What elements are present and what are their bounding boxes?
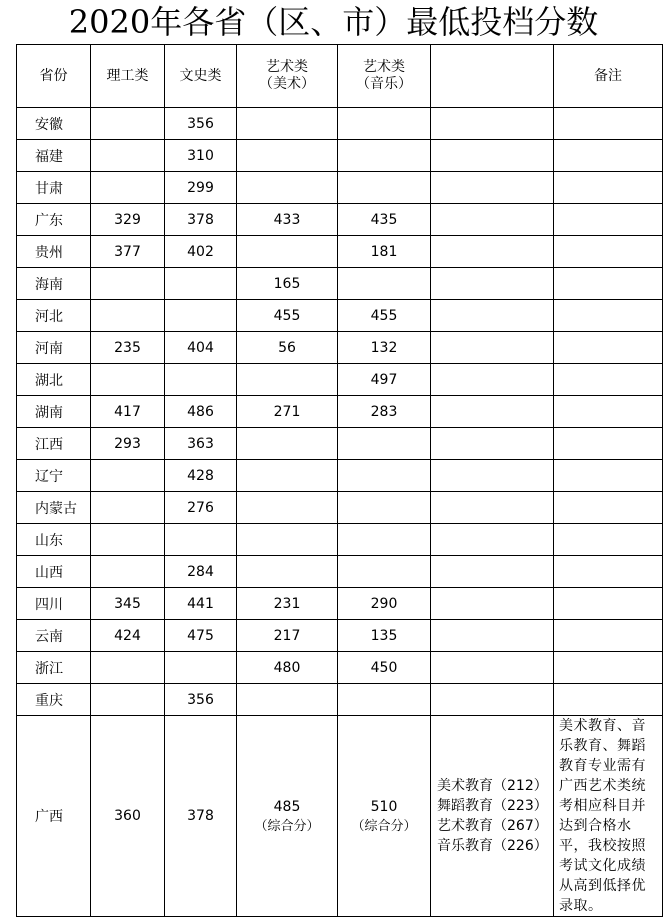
cell-liberal: 310: [165, 140, 237, 172]
header-province: 省份: [17, 45, 91, 108]
cell-science: [91, 524, 165, 556]
remark-line: 达到合格水: [559, 818, 632, 834]
remark-line: 考试文化成绩: [559, 858, 646, 874]
cell-science: [91, 652, 165, 684]
cell-extra-notes: [431, 716, 554, 917]
cell-province: 辽宁: [17, 460, 91, 492]
cell-liberal: 299: [165, 172, 237, 204]
cell-science: [91, 268, 165, 300]
table-row: [17, 396, 663, 428]
cell-remark: [554, 236, 663, 268]
cell-remark: [554, 620, 663, 652]
cell-extra: [431, 140, 554, 172]
table-row: [17, 492, 663, 524]
cell-province: 甘肃: [17, 172, 91, 204]
cell-science: 377: [91, 236, 165, 268]
remark-line: 平，我校按照: [559, 838, 646, 854]
table-row: [17, 268, 663, 300]
cell-art-music: [338, 268, 431, 300]
cell-art-fine: [237, 364, 338, 396]
cell-art-fine: [237, 716, 338, 917]
cell-science: 417: [91, 396, 165, 428]
cell-province: 广东: [17, 204, 91, 236]
remark-line: 美术教育、音: [559, 718, 646, 734]
cell-liberal: 284: [165, 556, 237, 588]
table-row: [17, 428, 663, 460]
cell-remark: [554, 556, 663, 588]
cell-remark: [554, 108, 663, 140]
cell-art-fine: 433: [237, 204, 338, 236]
cell-science: 360: [91, 716, 165, 917]
cell-remark: [554, 588, 663, 620]
header-art-fine: 艺术类（美术）: [237, 45, 338, 108]
cell-science: [91, 460, 165, 492]
cell-art-fine: 165: [237, 268, 338, 300]
table-row-guangxi: [17, 716, 663, 917]
cell-province: 河北: [17, 300, 91, 332]
cell-province: 安徽: [17, 108, 91, 140]
cell-remark: [554, 204, 663, 236]
table-row: [17, 524, 663, 556]
cell-art-fine: [237, 556, 338, 588]
table-row: [17, 684, 663, 716]
cell-art-music: 290: [338, 588, 431, 620]
cell-extra: [431, 396, 554, 428]
cell-art-music: 435: [338, 204, 431, 236]
cell-province: 福建: [17, 140, 91, 172]
cell-extra: [431, 268, 554, 300]
cell-extra: [431, 652, 554, 684]
cell-extra: [431, 492, 554, 524]
table-row: [17, 236, 663, 268]
cell-art-fine: [237, 428, 338, 460]
cell-science: [91, 492, 165, 524]
cell-science: [91, 364, 165, 396]
cell-remark: [554, 268, 663, 300]
cell-province: 四川: [17, 588, 91, 620]
header-liberal: 文史类: [165, 45, 237, 108]
cell-extra: [431, 332, 554, 364]
cell-province: 江西: [17, 428, 91, 460]
cell-remark: [554, 332, 663, 364]
cell-art-music: [338, 108, 431, 140]
page-title: 2020年各省（区、市）最低投档分数: [68, 3, 599, 41]
cell-art-fine: [237, 492, 338, 524]
art-fine-score: 485: [273, 798, 301, 815]
remark-line: 考相应科目并: [559, 798, 646, 814]
table-row: [17, 172, 663, 204]
cell-science: 293: [91, 428, 165, 460]
cell-remark: [554, 716, 663, 917]
cell-science: [91, 108, 165, 140]
cell-science: [91, 684, 165, 716]
cell-province: 贵州: [17, 236, 91, 268]
cell-art-fine: 217: [237, 620, 338, 652]
extra-note-line: 美术教育（212）: [437, 778, 548, 794]
table-row: [17, 140, 663, 172]
cell-province: 内蒙古: [17, 492, 91, 524]
cell-art-fine: 231: [237, 588, 338, 620]
score-table: [16, 44, 663, 917]
table-row: [17, 652, 663, 684]
table-row: [17, 460, 663, 492]
cell-science: [91, 140, 165, 172]
cell-liberal: 428: [165, 460, 237, 492]
table-row: [17, 588, 663, 620]
remark-line: 教育专业需有: [559, 758, 646, 774]
cell-remark: [554, 460, 663, 492]
cell-remark: [554, 364, 663, 396]
cell-art-fine: [237, 140, 338, 172]
cell-extra: [431, 684, 554, 716]
cell-extra: [431, 236, 554, 268]
cell-science: 235: [91, 332, 165, 364]
cell-art-music: [338, 684, 431, 716]
cell-remark: [554, 652, 663, 684]
cell-art-music: 181: [338, 236, 431, 268]
cell-remark: [554, 684, 663, 716]
table-row: [17, 300, 663, 332]
cell-liberal: 402: [165, 236, 237, 268]
cell-remark: [554, 300, 663, 332]
cell-art-music: [338, 716, 431, 917]
cell-province: 云南: [17, 620, 91, 652]
header-row: [17, 45, 663, 108]
extra-note-line: 音乐教育（226）: [437, 838, 548, 854]
cell-science: 329: [91, 204, 165, 236]
cell-art-music: 497: [338, 364, 431, 396]
table-row: [17, 332, 663, 364]
cell-province: 浙江: [17, 652, 91, 684]
cell-art-music: [338, 556, 431, 588]
cell-extra: [431, 172, 554, 204]
header-extra: [431, 45, 554, 108]
cell-science: 345: [91, 588, 165, 620]
cell-province: 湖南: [17, 396, 91, 428]
cell-extra: [431, 364, 554, 396]
cell-liberal: 475: [165, 620, 237, 652]
cell-art-music: [338, 524, 431, 556]
table-row: [17, 108, 663, 140]
cell-province: 广西: [17, 716, 91, 917]
cell-art-fine: 271: [237, 396, 338, 428]
cell-province: 海南: [17, 268, 91, 300]
art-fine-note: （综合分）: [254, 818, 320, 834]
cell-art-music: 132: [338, 332, 431, 364]
cell-liberal: [165, 524, 237, 556]
table-row: [17, 620, 663, 652]
cell-art-fine: 455: [237, 300, 338, 332]
remark-line: 录取。: [559, 898, 603, 914]
cell-liberal: [165, 300, 237, 332]
cell-extra: [431, 300, 554, 332]
cell-liberal: 356: [165, 684, 237, 716]
art-music-note: （综合分）: [351, 818, 417, 834]
cell-remark: [554, 428, 663, 460]
header-remark: 备注: [554, 45, 663, 108]
art-music-score: 510: [370, 798, 398, 815]
cell-extra: [431, 204, 554, 236]
cell-art-fine: [237, 684, 338, 716]
cell-province: 湖北: [17, 364, 91, 396]
cell-liberal: 404: [165, 332, 237, 364]
cell-art-fine: 56: [237, 332, 338, 364]
extra-note-line: 艺术教育（267）: [437, 818, 548, 834]
cell-liberal: [165, 364, 237, 396]
cell-science: [91, 172, 165, 204]
cell-extra: [431, 460, 554, 492]
cell-remark: [554, 172, 663, 204]
cell-liberal: 378: [165, 716, 237, 917]
cell-art-fine: [237, 524, 338, 556]
table-row: [17, 556, 663, 588]
cell-liberal: [165, 652, 237, 684]
cell-science: [91, 556, 165, 588]
cell-remark: [554, 492, 663, 524]
cell-art-music: 283: [338, 396, 431, 428]
cell-liberal: 378: [165, 204, 237, 236]
cell-liberal: [165, 268, 237, 300]
cell-art-music: [338, 428, 431, 460]
cell-liberal: 441: [165, 588, 237, 620]
cell-art-music: [338, 172, 431, 204]
remark-line: 广西艺术类统: [559, 778, 646, 794]
cell-province: 重庆: [17, 684, 91, 716]
cell-liberal: 363: [165, 428, 237, 460]
cell-liberal: 276: [165, 492, 237, 524]
cell-province: 河南: [17, 332, 91, 364]
cell-art-fine: [237, 108, 338, 140]
cell-liberal: 486: [165, 396, 237, 428]
cell-extra: [431, 108, 554, 140]
header-science: 理工类: [91, 45, 165, 108]
cell-art-music: 135: [338, 620, 431, 652]
cell-art-music: [338, 140, 431, 172]
table-row: [17, 364, 663, 396]
header-art-music: 艺术类（音乐）: [338, 45, 431, 108]
cell-art-fine: [237, 236, 338, 268]
remark-line: 从高到低择优: [559, 878, 646, 894]
table-row: [17, 204, 663, 236]
cell-remark: [554, 140, 663, 172]
cell-art-fine: 480: [237, 652, 338, 684]
cell-extra: [431, 588, 554, 620]
cell-extra: [431, 428, 554, 460]
cell-art-fine: [237, 460, 338, 492]
cell-art-music: 450: [338, 652, 431, 684]
cell-remark: [554, 396, 663, 428]
cell-province: 山西: [17, 556, 91, 588]
cell-science: 424: [91, 620, 165, 652]
cell-art-music: [338, 492, 431, 524]
cell-extra: [431, 556, 554, 588]
cell-liberal: 356: [165, 108, 237, 140]
cell-extra: [431, 524, 554, 556]
cell-science: [91, 300, 165, 332]
remark-line: 乐教育、舞蹈: [559, 738, 646, 754]
cell-extra: [431, 620, 554, 652]
extra-note-line: 舞蹈教育（223）: [437, 798, 548, 814]
cell-art-music: [338, 460, 431, 492]
cell-art-fine: [237, 172, 338, 204]
cell-remark: [554, 524, 663, 556]
cell-province: 山东: [17, 524, 91, 556]
cell-art-music: 455: [338, 300, 431, 332]
